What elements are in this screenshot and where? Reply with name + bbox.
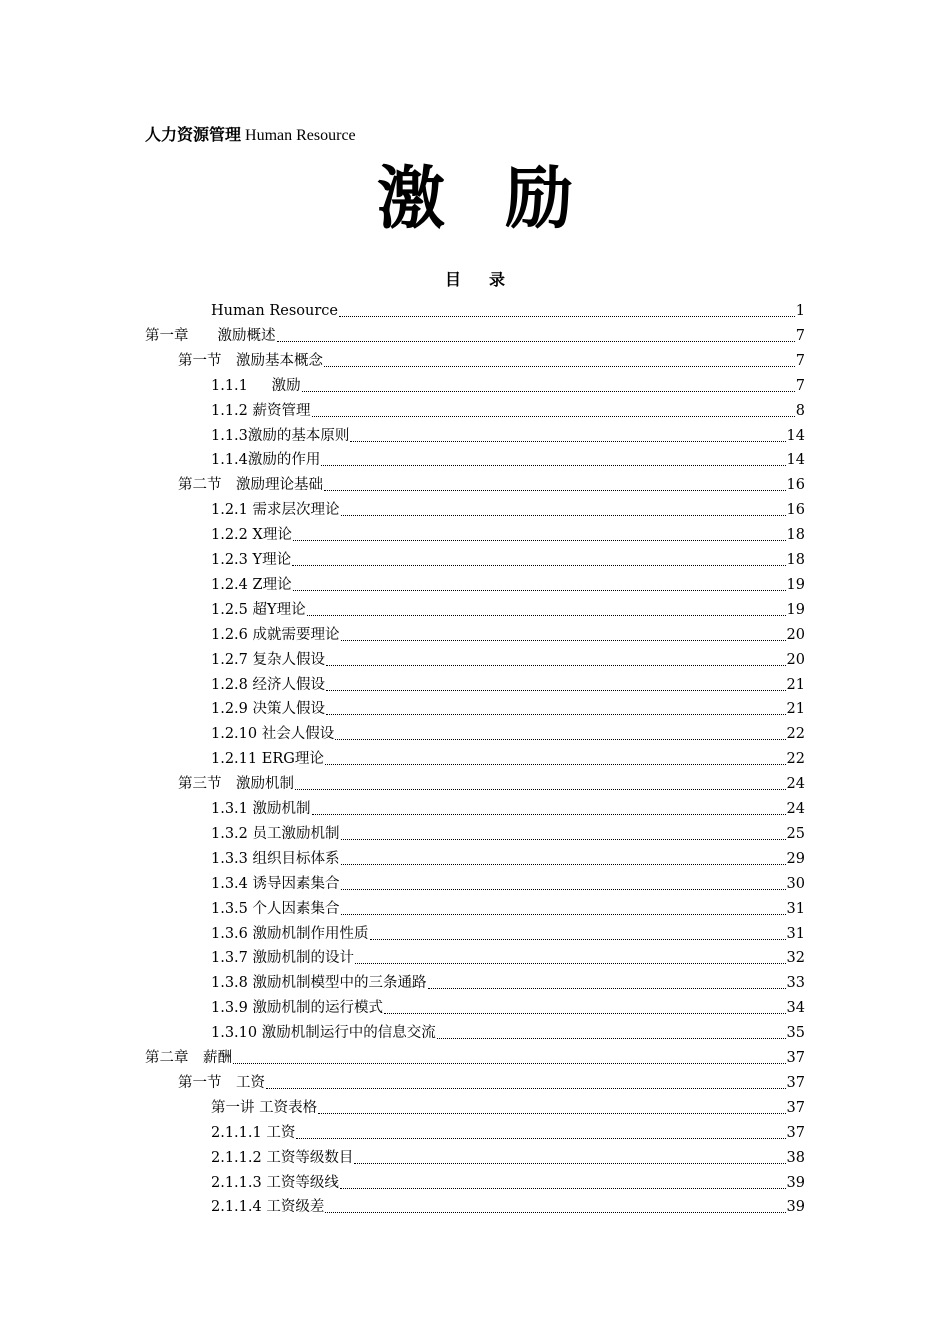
header-chinese: 人力资源管理 [145,125,242,144]
toc-entry-page: 21 [786,701,805,718]
toc-entry-label: 1.2.4 Z理论 [211,576,292,593]
toc-entry-page: 24 [786,776,805,793]
toc-entry-page: 33 [786,975,805,992]
toc-entry-label: 1.2.8 经济人假设 [211,676,326,693]
toc-entry-label: 1.2.2 X理论 [211,527,292,544]
toc-entry-page: 20 [786,626,805,643]
toc-entry-page: 7 [795,352,805,369]
toc-entry-page: 22 [786,751,805,768]
toc-leader-dots [437,1037,786,1039]
toc-entry-label: 1.1.1 激励 [211,377,301,394]
toc-leader-dots [341,863,786,865]
toc-leader-dots [321,464,785,466]
toc-entry-page: 21 [786,676,805,693]
toc-entry-page: 32 [786,950,805,967]
toc-leader-dots [318,1112,785,1114]
toc-entry-page: 37 [786,1124,805,1141]
toc-entry-label: 2.1.1.1 工资 [211,1124,296,1141]
toc-entry[interactable] [211,399,805,424]
toc-entry[interactable] [211,648,805,673]
toc-entry-label: 1.3.9 激励机制的运行模式 [211,1000,384,1017]
toc-entry-label: 第一讲 工资表格 [211,1099,318,1116]
toc-entry[interactable] [178,1071,805,1096]
toc-leader-dots [340,1187,786,1189]
toc-entry-page: 19 [786,576,805,593]
toc-entry-label: 1.1.4激励的作用 [211,452,321,469]
toc-leader-dots [428,987,786,989]
toc-entry-label: 第一节 工资 [178,1074,265,1091]
toc-leader-dots [295,788,786,790]
toc-entry-page: 31 [786,900,805,917]
toc-leader-dots [326,664,786,666]
toc-entry-page: 14 [786,452,805,469]
toc-leader-dots [326,713,786,715]
toc-entry-page: 38 [786,1149,805,1166]
toc-entry-label: 1.2.6 成就需要理论 [211,626,340,643]
toc-leader-dots [326,689,786,691]
toc-entry-label: 第二章 薪酬 [145,1050,232,1066]
toc-entry[interactable] [211,797,805,822]
toc-entry-label: 1.2.1 需求层次理论 [211,502,340,519]
document-header [145,124,356,147]
toc-entry-page: 16 [786,502,805,519]
toc-entry-label: 1.3.4 诱导因素集合 [211,875,340,892]
toc-entry-label: 1.1.2 薪资管理 [211,402,311,419]
toc-entry[interactable] [178,473,805,498]
toc-leader-dots [341,888,786,890]
toc-entry[interactable] [211,523,805,548]
toc-entry-label: 2.1.1.3 工资等级线 [211,1174,339,1191]
toc-entry-page: 16 [786,477,805,494]
toc-entry-label: 第一节 激励基本概念 [178,352,323,369]
toc-entry-label: 第三节 激励机制 [178,776,294,793]
toc-entry-page: 37 [786,1050,805,1066]
toc-entry[interactable] [211,1021,805,1046]
toc-entry-page: 7 [795,377,805,394]
toc-leader-dots [307,614,786,616]
toc-entry[interactable] [211,623,805,648]
toc-entry-label: 1.2.7 复杂人假设 [211,651,326,668]
toc-leader-dots [312,813,786,815]
toc-entry[interactable] [211,747,805,772]
toc-entry-page: 14 [786,427,805,444]
toc-leader-dots [370,938,786,940]
toc-entry[interactable] [211,697,805,722]
toc-leader-dots [324,365,795,367]
toc-leader-dots [339,315,795,317]
toc-entry-page: 18 [786,552,805,568]
toc-entry-page: 37 [786,1074,805,1091]
toc-entry-label: 第二节 激励理论基础 [178,477,323,494]
toc-leader-dots [325,763,786,765]
toc-entry-page: 31 [786,925,805,942]
toc-entry[interactable] [178,772,805,797]
toc-entry[interactable] [211,424,805,449]
toc-entry-page: 20 [786,651,805,668]
toc-entry-label: 1.2.10 社会人假设 [211,726,335,743]
toc-entry[interactable] [211,1096,805,1121]
toc-entry-page: 29 [786,850,805,867]
toc-entry-label: 1.3.7 激励机制的设计 [211,950,355,967]
toc-entry[interactable] [211,673,805,698]
toc-leader-dots [325,1211,785,1213]
toc-entry[interactable] [211,1171,805,1196]
toc-entry-label: 2.1.1.2 工资等级数目 [211,1149,354,1166]
toc-leader-dots [335,738,785,740]
toc-leader-dots [341,639,786,641]
toc-entry-label: Human Resource [211,303,338,319]
toc-entry-label: 1.3.3 组织目标体系 [211,850,340,867]
toc-entry[interactable] [211,498,805,523]
toc-entry[interactable] [211,1121,805,1146]
toc-entry[interactable] [211,822,805,847]
toc-entry[interactable] [211,573,805,598]
toc-entry[interactable] [211,922,805,947]
toc-entry-label: 1.2.5 超Y理论 [211,601,306,618]
toc-leader-dots [277,340,795,342]
toc-leader-dots [233,1062,786,1064]
toc-leader-dots [293,539,786,541]
toc-leader-dots [296,1137,785,1139]
toc-entry-label: 1.3.2 员工激励机制 [211,825,340,842]
toc-entry-label: 1.1.3激励的基本原则 [211,427,350,444]
toc-entry[interactable] [211,448,805,473]
toc-entry-page: 34 [786,1000,805,1017]
toc-entry-label: 2.1.1.4 工资级差 [211,1199,325,1216]
toc-entry-page: 39 [786,1199,805,1216]
toc-entry[interactable] [211,598,805,623]
toc-leader-dots [354,1162,785,1164]
toc-entry-label: 第一章 激励概述 [145,327,276,344]
toc-entry-page: 1 [795,303,805,319]
toc-entry-page: 30 [786,875,805,892]
toc-entry-label: 1.3.10 激励机制运行中的信息交流 [211,1025,436,1042]
toc-entry-page: 39 [786,1174,805,1191]
toc-entry-page: 24 [786,801,805,817]
toc-leader-dots [355,962,786,964]
toc-leader-dots [293,589,786,591]
toc-leader-dots [341,838,786,840]
toc-leader-dots [312,415,795,417]
toc-leader-dots [341,913,786,915]
toc-entry-page: 25 [786,825,805,842]
toc-entry-page: 8 [795,402,805,419]
toc-entry[interactable] [211,299,805,324]
toc-entry-label: 1.2.3 Y理论 [211,552,292,568]
toc-entry[interactable] [211,722,805,747]
toc-entry[interactable] [211,897,805,922]
toc-entry-page: 37 [786,1099,805,1116]
toc-entry[interactable] [211,971,805,996]
toc-leader-dots [341,514,786,516]
toc-entry-page: 18 [786,527,805,544]
toc-entry[interactable] [211,374,805,399]
toc-leader-dots [302,390,795,392]
toc-entry-page: 22 [786,726,805,743]
toc-entry-label: 1.3.5 个人因素集合 [211,900,340,917]
document-title: 激励 [376,160,633,239]
toc-heading: 目录 [444,270,533,289]
toc-leader-dots [266,1087,786,1089]
toc-entry[interactable] [178,349,805,374]
toc-entry[interactable] [145,324,805,349]
toc-entry-label: 1.3.6 激励机制作用性质 [211,925,369,942]
toc-entry[interactable] [211,847,805,872]
toc-leader-dots [384,1012,786,1014]
toc-leader-dots [292,564,785,566]
toc-entry-page: 35 [786,1025,805,1042]
toc-entry-label: 1.3.8 激励机制模型中的三条通路 [211,975,427,992]
toc-entry[interactable] [211,946,805,971]
toc-entry[interactable] [211,1195,805,1220]
toc-entry-label: 1.2.9 决策人假设 [211,701,326,718]
toc-entry[interactable] [211,1146,805,1171]
toc-entry[interactable] [211,872,805,897]
toc-leader-dots [350,440,785,442]
toc-entry[interactable] [211,996,805,1021]
toc-entry[interactable] [145,1046,805,1071]
toc-entry-label: 1.2.11 ERG理论 [211,751,324,768]
toc-entry[interactable] [211,548,805,573]
toc-entry-page: 19 [786,601,805,618]
header-english: Human Resource [241,127,356,144]
toc-entry-page: 7 [795,327,805,344]
toc-leader-dots [324,489,786,491]
toc-entry-label: 1.3.1 激励机制 [211,801,311,817]
